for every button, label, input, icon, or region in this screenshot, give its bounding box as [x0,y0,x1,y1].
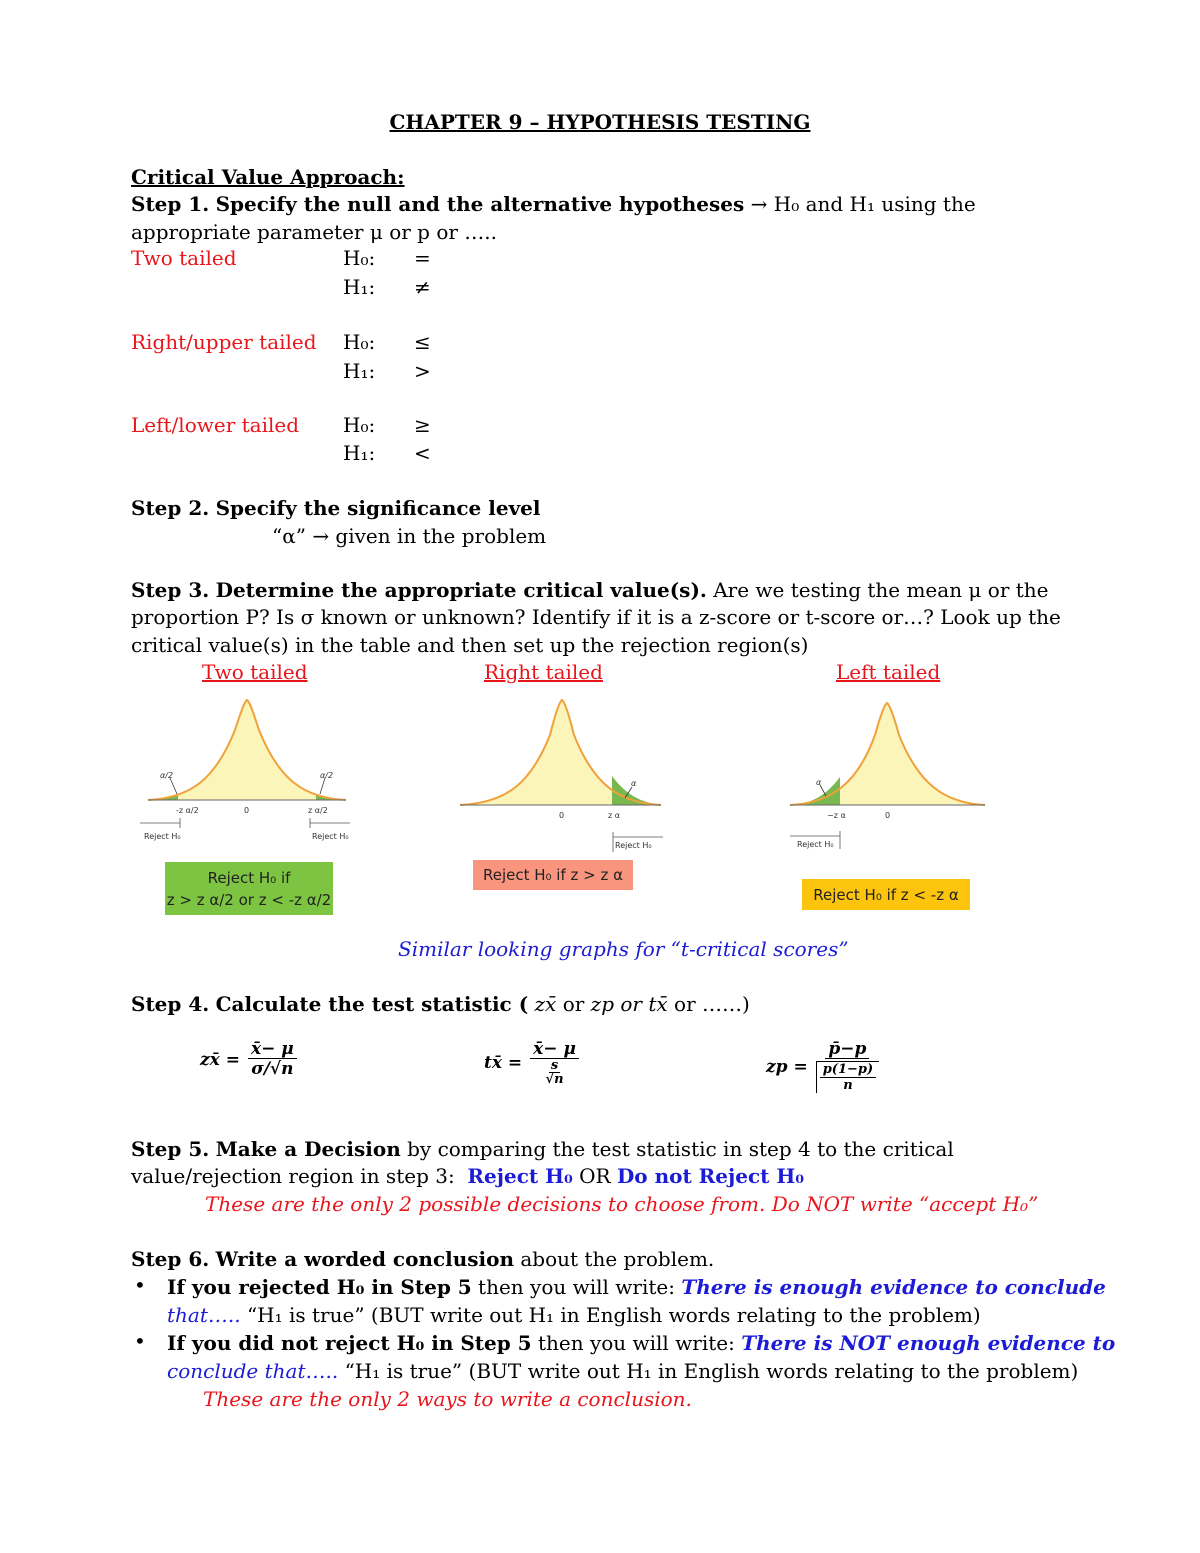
step2-bold: Specify the significance level [215,496,541,520]
bullet1-blue1: There is enough evidence to conclude [681,1275,1106,1299]
step4-bold: Calculate the test statistic ( [215,992,529,1016]
step3-label: Step 3. [131,578,210,602]
bullet1-blue2: that….. [167,1303,241,1327]
step6-label: Step 6. [131,1247,210,1271]
f3-den-bot: n [843,1078,853,1093]
tail-right-h1: H₁: [343,359,376,383]
f3-lhs: zp = [766,1056,808,1077]
f2-den-bot: √n [545,1072,564,1087]
f3-den-top: p(1−p) [820,1062,876,1078]
bullet2-blue2: conclude that….. [167,1359,339,1383]
tail-right-h0-sym: ≤ [414,330,431,354]
step1-bold: Specify the null and the alternative hypotheses [215,192,745,216]
f3-den [816,1061,879,1093]
formula-t-mean [484,1040,579,1086]
step1-line2: appropriate parameter μ or p or ….. [131,220,497,244]
step6-note: These are the only 2 ways to write a conclusion. [203,1387,692,1411]
step6-rest: about the problem. [520,1247,715,1271]
left-tick-mid: 0 [885,811,891,820]
step3-line3: critical value(s) in the table and then set up the rejection region(s) [131,633,809,657]
step5-or: OR [579,1164,611,1188]
bullet-2-line2 [167,1357,1078,1385]
tail-left-h0-sym: ≥ [414,413,431,437]
tail-left-h0: H₀: [343,413,376,437]
step3-line1 [131,576,1049,604]
right-tailed-graph [455,690,675,860]
step5-bold: Make a Decision [215,1137,401,1161]
step3-line2: proportion P? Is σ known or unknown? Identify if it is a z-score or t-score or…? Look up the [131,605,1061,629]
step5-label: Step 5. [131,1137,210,1161]
formula-z-prop [766,1040,879,1093]
bullet1-bold: If you rejected H₀ in Step 5 [167,1275,472,1299]
section-heading: Critical Value Approach: [131,165,405,189]
two-box-line1: Reject H₀ if [207,868,291,887]
f2-num: x̄− μ [530,1040,579,1059]
tail-right-label: Right/upper tailed [131,330,317,354]
graph-right-heading: Right tailed [484,660,603,684]
two-alpha-left: α/2 [160,771,174,780]
step4-label: Step 4. [131,992,210,1016]
tail-two-h1-sym: ≠ [414,275,431,299]
f1-den: σ/√n [251,1059,294,1079]
f1-lhs: zx̄ = [200,1049,240,1070]
two-reject-right: Reject H₀ [312,832,349,841]
bullet-2-marker: • [134,1329,146,1353]
bullet-1-line1 [167,1273,1106,1301]
tail-left-label: Left/lower tailed [131,413,299,437]
formula-z-mean [200,1040,297,1079]
bullet-1-line2 [167,1301,981,1329]
bullet2-blue1: There is NOT enough evidence to [741,1331,1116,1355]
step4-or1: or [556,992,591,1016]
two-reject-left: Reject H₀ [144,832,181,841]
f3-frac [816,1040,879,1093]
f2-den [543,1059,567,1086]
bullet2-mid: then you will write: [537,1331,735,1355]
step2-label: Step 2. [131,496,210,520]
step4-sym2: zp [590,992,615,1016]
similar-note: Similar looking graphs for “t-critical scores” [398,937,849,961]
step1-line1 [131,190,976,218]
tail-right-h0: H₀: [343,330,376,354]
page-title: CHAPTER 9 – HYPOTHESIS TESTING [389,110,811,134]
step5-line2 [131,1162,804,1190]
step5-note: These are the only 2 possible decisions to choose from. Do NOT write “accept H₀” [205,1192,1039,1216]
step1-arrow: → [750,192,768,216]
tail-left-h1-sym: < [414,441,431,465]
two-tailed-graph [140,690,360,850]
step4-or2: or [614,992,649,1016]
bullet2-end: “H₁ is true” (BUT write out H₁ in English words relating to the problem) [344,1359,1079,1383]
tail-two-h1: H₁: [343,275,376,299]
step4-line1 [131,990,750,1018]
two-box-line2: z > z α/2 or z < -z α/2 [166,890,332,909]
left-reject: Reject H₀ [797,840,834,849]
step5-line2-start: value/rejection region in step 3: [131,1164,455,1188]
step6-line1 [131,1245,714,1273]
left-tailed-reject-box: Reject H₀ if z < -z α [802,879,970,910]
tail-left-h1: H₁: [343,441,376,465]
left-tailed-curve-fill [790,703,985,805]
step6-bold: Write a worded conclusion [215,1247,515,1271]
step3-rest: Are we testing the mean μ or the [713,578,1049,602]
two-tick-left: -z α/2 [176,806,199,815]
f1-num: x̄− μ [248,1040,297,1059]
graph-two-heading: Two tailed [202,660,308,684]
f2-lhs: tx̄ = [484,1053,523,1073]
f2-frac [530,1040,579,1086]
step4-sym1: zx̄ [534,992,557,1016]
tail-two-h0-sym: = [414,246,431,270]
bullet2-bold: If you did not reject H₀ in Step 5 [167,1331,532,1355]
bullet1-end: “H₁ is true” (BUT write out H₁ in English words relating to the problem) [246,1303,981,1327]
step4-sym3: tx̄ [648,992,668,1016]
two-alpha-right: α/2 [320,771,334,780]
step5-rest: by comparing the test statistic in step 4 to the critical [407,1137,954,1161]
step4-tail: or ……) [667,992,750,1016]
two-tailed-curve-fill [148,700,346,800]
f2-den-top: s [550,1058,559,1073]
two-tick-right: z α/2 [308,806,328,815]
left-tick-left: −z α [827,811,846,820]
tail-two-h0: H₀: [343,246,376,270]
tail-right-h1-sym: > [414,359,431,383]
f3-num: p̄−p [825,1040,869,1059]
left-alpha: α [816,778,822,787]
right-alpha: α [631,779,637,788]
bullet-2-line1 [167,1329,1115,1357]
left-tailed-graph [785,695,995,860]
right-tick-right: z α [608,811,621,820]
graph-left-heading: Left tailed [836,660,941,684]
step2-line1 [131,494,541,522]
step5-reject: Reject H₀ [467,1164,573,1188]
step5-not-reject: Do not Reject H₀ [616,1164,805,1188]
step1-rest: H₀ and H₁ using the [773,192,976,216]
right-reject: Reject H₀ [615,841,652,850]
two-tailed-reject-box [165,862,333,915]
two-tick-mid: 0 [244,806,250,815]
f1-frac [248,1040,297,1079]
right-tailed-reject-box: Reject H₀ if z > z α [473,860,633,890]
bullet1-mid: then you will write: [478,1275,675,1299]
right-tick-mid: 0 [559,811,565,820]
tail-two-label: Two tailed [131,246,237,270]
step1-label: Step 1. [131,192,210,216]
bullet-1-marker: • [134,1273,146,1297]
step5-line1 [131,1135,954,1163]
step3-bold: Determine the appropriate critical value(s). [215,578,707,602]
step2-line2: “α” → given in the problem [272,524,547,548]
